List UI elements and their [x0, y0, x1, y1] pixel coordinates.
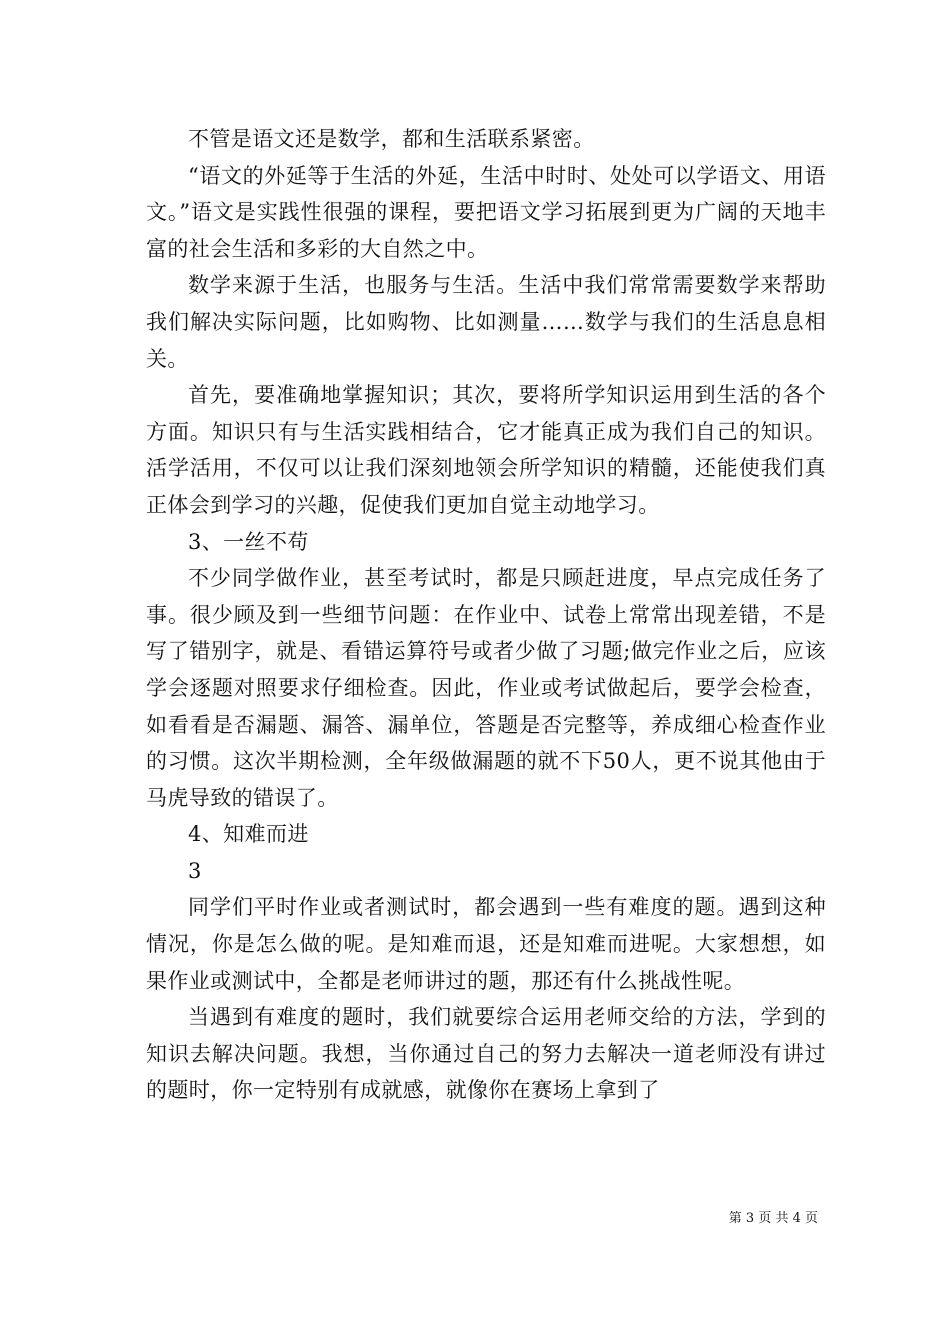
- paragraph-solve-problems: 当遇到有难度的题时，我们就要综合运用老师交给的方法，学到的知识去解决问题。我想，当你通过自己的努力去解决一道老师没有讲过的题时，你一定特别有成就感，就像你在赛场上拿到了: [146, 1005, 826, 1103]
- stray-number: 3: [188, 858, 202, 883]
- document-body: [146, 121, 826, 1109]
- paragraph-math-life: 数学来源于生活，也服务与生活。生活中我们常常需要数学来帮助我们解决实际问题，比如购物、比如测量……数学与我们的生活息息相关。: [146, 273, 826, 371]
- page-footer: 第 3 页 共 4 页: [728, 1211, 818, 1226]
- paragraph-apply-knowledge: 首先，要准确地掌握知识；其次，要将所学知识运用到生活的各个方面。知识只有与生活实践相结合，它才能真正成为我们自己的知识。活学活用，不仅可以让我们深刻地领会所学知识的精髓，还能使我们真正体会到学习的兴趣，促使我们更加自觉主动地学习。: [146, 383, 826, 517]
- paragraph-chinese-life: “语文的外延等于生活的外延，生活中时时、处处可以学语文、用语文。”语文是实践性很强的课程，要把语文学习拓展到更为广阔的天地丰富的社会生活和多彩的大自然之中。: [146, 163, 826, 261]
- section-heading-persevere: 4、知难而进: [188, 822, 309, 847]
- paragraph-difficult-questions: 同学们平时作业或者测试时，都会遇到一些有难度的题。遇到这种情况，你是怎么做的呢。是知难而退，还是知难而进呢。大家想想，如果作业或测试中，全都是老师讲过的题，那还有什么挑战性呢。: [146, 895, 826, 993]
- section-heading-meticulous: 3、一丝不苟: [188, 529, 309, 554]
- paragraph-careful-checking: 不少同学做作业，甚至考试时，都是只顾赶进度，早点完成任务了事。很少顾及到一些细节问题：在作业中、试卷上常常出现差错，不是写了错别字，就是、看错运算符号或者少做了习题;做完作业之后，应该学会逐题对照要求仔细检查。因此，作业或考试做起后，要学会检查，如看看是否漏题、漏答、漏单位，答题是否完整等，养成细心检查作业的习惯。这次半期检测，全年级做漏题的就不下50人，更不说其他由于马虎导致的错误了。: [146, 566, 826, 810]
- paragraph-life-connection: 不管是语文还是数学，都和生活联系紧密。: [188, 127, 595, 151]
